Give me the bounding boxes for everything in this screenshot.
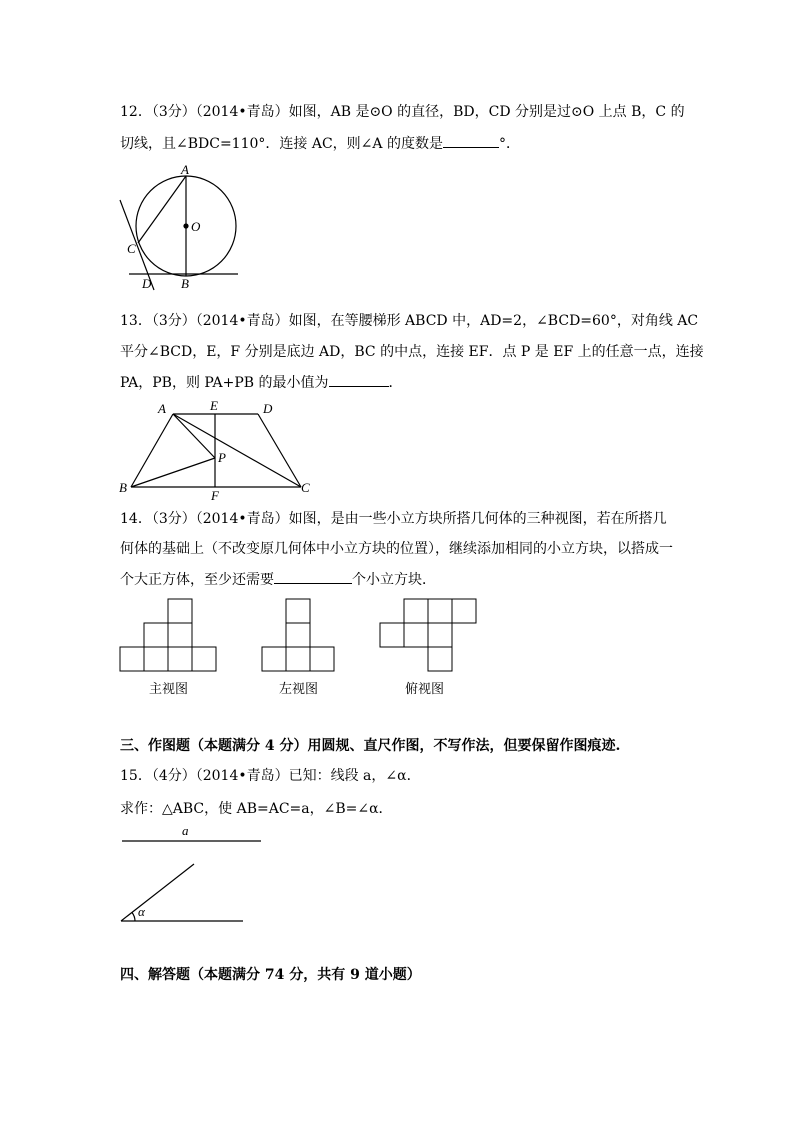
q13-line-1: 13．（3分）（2014•青岛）如图，在等腰梯形 ABCD 中，AD=2，∠BCD=60°，对角线 AC (120, 313, 699, 329)
q13-line-2: 平分∠BCD，E，F 分别是底边 AD，BC 的中点，连接 EF．点 P 是 EF 上的任意一点，连接 (120, 344, 704, 360)
q15-label-alpha: α (138, 904, 145, 919)
q15-line-2: 求作：△ABC，使 AB=AC=a，∠B=∠α． (120, 801, 393, 817)
segment-pb (131, 458, 215, 487)
top-view-caption: 俯视图 (405, 682, 445, 697)
q14-line-3-text: 个大正方体，至少还需要 (120, 572, 274, 588)
q13-label-e: E (210, 398, 218, 413)
q13-trapezoid-figure (131, 414, 301, 487)
section-4-heading: 四、解答题（本题满分 74 分，共有 9 道小题） (120, 967, 421, 983)
left-view-caption: 左视图 (279, 682, 319, 697)
side-ab (131, 414, 173, 487)
side-dc (258, 414, 301, 487)
top-view-grid (380, 599, 476, 671)
center-point-o (184, 224, 188, 228)
q13-label-p: P (218, 450, 226, 465)
q13-label-f: F (211, 488, 219, 503)
q12-label-d: D (142, 276, 152, 291)
q12-line-2-end: °． (498, 136, 520, 152)
q12-label-o: O (191, 219, 201, 234)
angle-arc (132, 913, 135, 922)
q15-label-a: a (182, 823, 189, 838)
q12-label-b: B (181, 276, 189, 291)
q13-label-c: C (301, 480, 310, 495)
front-view-grid (120, 599, 216, 671)
q14-line-3-end: 个小立方块． (352, 572, 436, 588)
section-3-heading: 三、作图题（本题满分 4 分）用圆规、直尺作图，不写作法，但要保留作图痕迹. (120, 738, 621, 754)
q12-line-1: 12．（3分）（2014•青岛）如图，AB 是⊙O 的直径，BD，CD 分别是过⊙O 上点 B，C 的 (120, 104, 685, 120)
q13-label-d: D (263, 401, 273, 416)
front-view-caption: 主视图 (149, 682, 189, 697)
q14-line-2: 何体的基础上（不改变原几何体中小立方块的位置），继续添加相同的小立方块，以搭成一 (120, 541, 673, 557)
q12-line-2-text: 切线，且∠BDC=110°．连接 AC，则∠A 的度数是 (120, 136, 443, 152)
q12-label-c: C (127, 241, 136, 256)
segment-pa (173, 414, 215, 458)
q12-label-a: A (181, 162, 189, 177)
q13-line-3-text: PA，PB，则 PA+PB 的最小值为 (120, 375, 329, 391)
q15-line-1: 15．（4分）（2014•青岛）已知：线段 a，∠α． (120, 768, 421, 784)
diagonal-ac (173, 414, 301, 487)
q13-line-3-end: ． (388, 375, 403, 391)
angle-side-ray (121, 864, 194, 921)
q14-line-1: 14．（3分）（2014•青岛）如图，是由一些小立方块所搭几何体的三种视图，若在所搭几 (120, 511, 667, 527)
q12-circle-figure (120, 176, 238, 290)
q13-label-b: B (119, 480, 127, 495)
left-view-grid (262, 599, 334, 671)
chord-ac (138, 176, 186, 243)
q13-label-a: A (158, 401, 166, 416)
